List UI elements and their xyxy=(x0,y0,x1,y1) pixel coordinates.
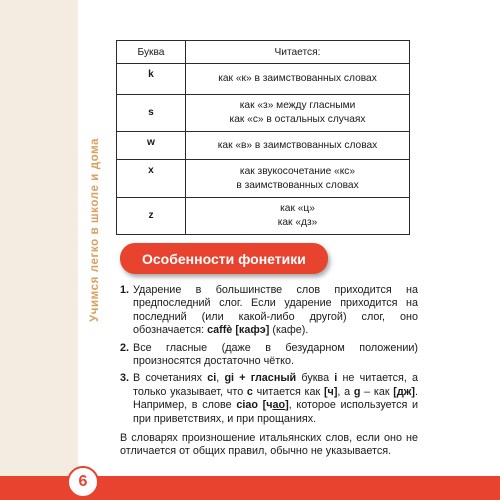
reading-line: как звукосочетание «кс» xyxy=(239,165,356,177)
table-row xyxy=(117,198,410,235)
transcription: [чао] xyxy=(262,399,289,412)
phonetics-list xyxy=(120,284,418,430)
table-row xyxy=(117,132,410,160)
reading-line: в заимствованных словах xyxy=(236,179,359,191)
reading-cell xyxy=(186,198,410,235)
table-row xyxy=(117,160,410,198)
example-word: caffè xyxy=(207,324,233,337)
letter-cell: x xyxy=(117,160,186,198)
item-number: 3. xyxy=(120,372,130,385)
list-item xyxy=(120,372,418,426)
letter-reading-table xyxy=(116,40,410,235)
column-header-letter: Буква xyxy=(117,41,186,64)
reading-line: как «з» между гласными xyxy=(239,100,356,111)
section-title: Особенности фонетики xyxy=(120,243,328,274)
sidebar xyxy=(0,0,101,500)
letter-cell: w xyxy=(117,132,186,160)
reading-line: как «в» в заимствованных словах xyxy=(217,139,378,151)
table-row xyxy=(117,95,410,132)
list-item xyxy=(120,342,418,369)
item-text: В сочетаниях ci, gi + гласный буква i не читается, а только указывает, что c читается как [ч], а g – как [дж]. Например, в слове ciao [чао], которое используется и при приветствиях, и при прощаниях. xyxy=(133,372,419,425)
letter-cell: z xyxy=(117,198,186,235)
table-row xyxy=(117,64,410,95)
transcription: [кафэ] xyxy=(235,324,270,337)
table-header-row xyxy=(117,41,410,64)
reading-line: как «ц» xyxy=(280,203,315,214)
reading-cell xyxy=(186,160,410,198)
note-paragraph: В словарях произношение итальянских слов, если оно не отличается от общих правил, обычно не указывается. xyxy=(120,432,418,458)
reading-cell xyxy=(186,64,410,95)
reading-line: как «с» в остальных случаях xyxy=(229,114,366,125)
item-number: 1. xyxy=(120,284,130,296)
item-number: 2. xyxy=(120,341,130,354)
page-number: 6 xyxy=(67,466,99,498)
reading-cell xyxy=(186,132,410,160)
letter-cell: s xyxy=(117,95,186,132)
item-text: Все гласные (даже в безударном положении) произносятся достаточно чётко. xyxy=(133,341,418,368)
list-item xyxy=(120,284,418,338)
reading-line: как «к» в заимствованных словах xyxy=(218,73,377,84)
reading-cell xyxy=(186,95,410,132)
reading-line: как «дз» xyxy=(277,217,318,228)
item-text: Ударение в большинстве слов приходится на предпоследний слог. Если ударение приходится на последний (или какой-либо другой) слог, оно обозначается: caffè [кафэ] (кафе). xyxy=(133,284,418,337)
sidebar-title: Учимся легко в школе и дома xyxy=(89,137,101,323)
letter-cell: k xyxy=(117,64,186,95)
column-header-reading: Читается: xyxy=(186,41,410,64)
